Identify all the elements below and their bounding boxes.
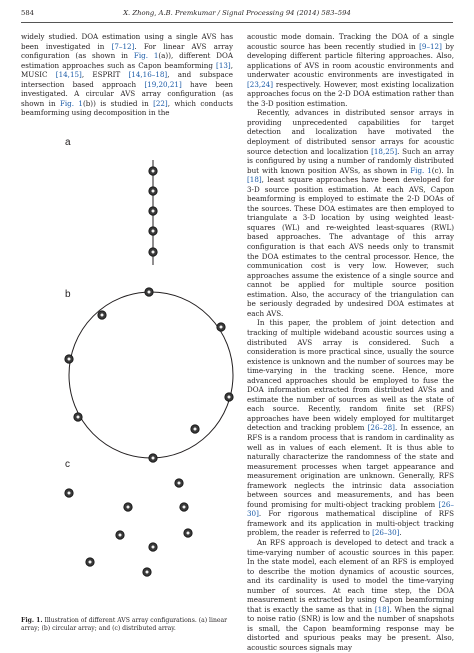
citation-link[interactable]: [7–12] [111,41,135,51]
citation-link[interactable]: Fig. 1 [410,165,432,175]
citation-link[interactable]: [18] [374,604,390,614]
text-run: . [399,528,402,538]
text-run: . For rigorous mathematical discipline of RFS framework and its application in multi-object tracking problem, the reader is referred to [247,509,454,538]
linear-array-sensor [149,207,157,215]
circular-array-sensor [191,425,199,433]
text-run: (a)), different DOA estimation approaches such as Capon beamforming [21,51,234,70]
text-run: Recently, advances in distributed sensor arrays in providing unprecedented capabilities for target detection and localization have motivated the deployment of distributed sensor arrays for acoustic source detection and localization [247,108,454,156]
linear-array-sensor [149,187,157,195]
text-run: acoustic mode domain. Tracking the DOA of a single acoustic source has been recently studied in [247,32,454,51]
panel-c-label: c [65,459,70,470]
running-title: X. Zhong, A.B. Premkumar / Signal Processing 94 (2014) 583–594 [123,9,351,17]
circular-array-sensor [225,393,233,401]
text-run: , and subspace intersection based approach [21,70,233,89]
citation-link[interactable]: [9–12] [419,41,442,51]
text-run: have been investigated. A circular AVS array configuration (as shown in [21,79,234,108]
caption-text: Illustration of different AVS array configurations. (a) linear array; (b) circular array; and (c) distributed array. [21,617,228,633]
panel-a-label: a [65,137,71,148]
citation-link[interactable]: [14,16–18] [128,70,168,80]
distributed-array-sensor [143,568,151,576]
text-run: In this paper, the problem of joint detection and tracking of multiple wideband acoustic sources using a distributed AVS array is considered. Such a consideration is more practical since, usually the source existence is unknown and the number of sources may be time-varying in the tracking scene. Hence, more advanced approaches should be employed to fuse the DOA information extracted from distributed AVSs and estimate the number of sources as well as the state of each source. Recently, random finite set (RFS) approaches have been widely employed for multitarget detection and tracking problem [247,318,454,433]
citation-link[interactable]: [19,20,21] [144,79,182,89]
left-column [21,32,233,142]
text-run: , ESPRIT [81,70,129,80]
text-run: (b)) is studied in [82,98,154,108]
text-run: by developing different particle filtering approaches. Also, applications of AVS in room acoustic environments and underwater acoustic environments are investigated in [247,41,454,80]
circular-array-sensor [98,311,106,319]
distributed-array-sensor [184,529,192,537]
panel-b-label: b [65,289,71,300]
right-paragraph-3 [247,318,454,538]
citation-link[interactable]: [18,25] [371,146,398,156]
right-column [247,32,454,652]
distributed-array-sensor [65,489,73,497]
citation-link[interactable]: [23,24] [247,79,274,89]
page-header [21,9,453,21]
text-run: . For linear AVS array configuration (as shown in [21,41,233,61]
linear-array-sensor [149,167,157,175]
linear-array-sensor [149,227,157,235]
distributed-array-sensor [149,543,157,551]
header-rule [21,22,453,23]
distributed-array-sensor [124,503,132,511]
citation-link[interactable]: [13] [216,60,231,70]
text-run: . Such an array is configured by using a number of randomly distributed but with known position AVSs, as shown in [247,146,454,175]
circular-array-sensor [65,355,73,363]
circular-array-sensor [74,413,82,421]
linear-array-sensor [149,248,157,256]
text-run: (c). In [431,165,454,175]
right-paragraph-2 [247,108,454,318]
distributed-array-sensor [86,558,94,566]
distributed-array-sensor [116,531,124,539]
text-run: , which conducts beamforming using decomposition in the [21,98,233,118]
citation-link[interactable]: [26–28] [367,423,395,433]
citation-link[interactable]: [18] [247,175,262,185]
caption-label: Fig. 1. [21,617,43,624]
text-run: respectively. However, most existing localization approaches focus on the 2-D DOA estimation rather than the 3-D position estimation. [247,79,454,108]
left-paragraph [21,32,233,118]
distributed-array-sensor [175,479,183,487]
distributed-array-sensor [180,503,188,511]
text-run: An RFS approach is developed to detect and track a time-varying number of acoustic sources in this paper. In the state model, each element of an RFS is employed to describe the motion dynamics of acoustic sources, and its cardinality is used to model the time-varying number of sources. At each time step, the DOA measurement is extracted by using Capon beamforming that is exactly the same as that in [247,537,454,614]
figure-caption [21,617,233,633]
text-run: , least square approaches have been developed for 3-D source position estimation. At each AVS, Capon beamforming is employed to estimate the 2-D DOAs of the sources. These DOA estimates are then employed to triangulate a 3-D location by using weighted least-squares (WL) and re-weighted least-squares (RWL) based approaches. The advantage of this array configuration is that each AVS needs only to transmit the DOA estimates to the central processor. Hence, the communication cost is very low. However, such approaches assume the existence of a single source and cannot be applied for multiple source position estimation. Also, the accuracy of the triangulation can be seriously degraded by undesired DOA estimates at each AVS. [247,175,454,318]
circular-array-sensor [145,288,153,296]
citation-link[interactable]: Fig. 1 [59,98,83,108]
citation-link[interactable]: Fig. 1 [133,51,159,61]
right-paragraph-1 [247,32,454,108]
text-run: . In essence, an RFS is a random process that is random in cardinality as well as in values of each element. It is thus able to naturally characterize the randomness of the state and measurement processes when target appearance and measurement origination are unknown. Generally, RFS framework neglects the intrinsic data association between sources and measurements, and has been found promising for multi-object tracking problem [247,423,454,509]
circular-array [65,288,233,462]
linear-array [149,160,157,265]
right-paragraph-4 [247,538,454,653]
circular-array-sensor [217,323,225,331]
citation-link[interactable]: [14,15] [55,70,82,80]
citation-link[interactable]: [22] [153,98,168,108]
figure-1 [21,135,236,615]
text-run: . When the signal to noise ratio (SNR) is low and the number of snapshots is small, the Capon beamforming response may be distorted and spurious peaks may be present. Also, acoustic sources signals may [247,604,454,652]
citation-link[interactable]: [26–30] [247,499,454,519]
page-number: 584 [21,9,34,17]
text-run: widely studied. DOA estimation using a single AVS has been investigated in [21,32,233,51]
citation-link[interactable]: [26–30] [372,528,400,538]
text-run: , MUSIC [21,60,233,80]
distributed-array [65,479,192,576]
circular-array-sensor [149,454,157,462]
